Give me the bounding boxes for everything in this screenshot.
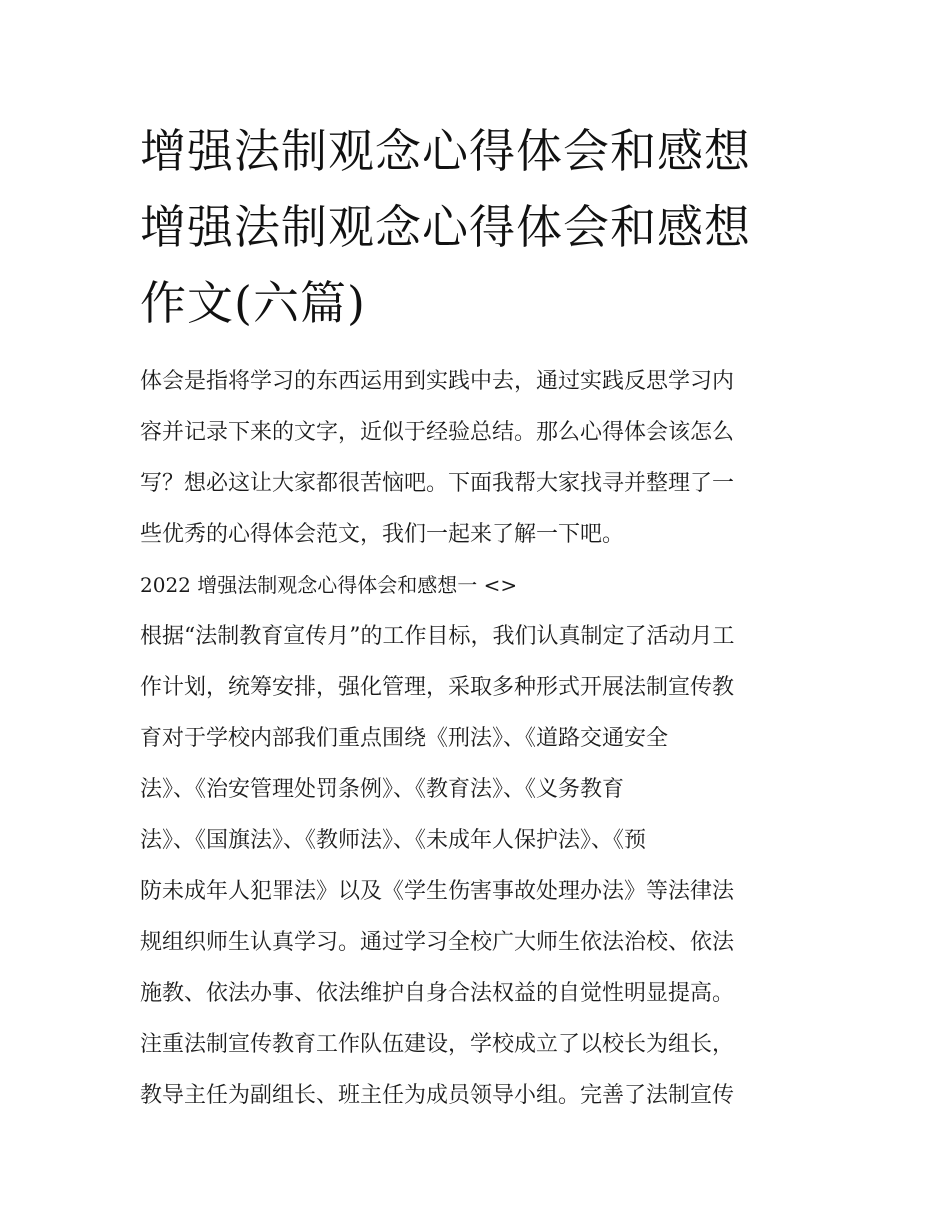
text-line: 育对于学校内部我们重点围绕《刑法》、《道路交通安全 <box>140 726 669 751</box>
intro-paragraph <box>140 356 820 560</box>
text-line: 作计划，统筹安排，强化管理，采取多种形式开展法制宣传教 <box>140 675 735 700</box>
text-line: 体会是指将学习的东西运用到实践中去，通过实践反思学习内 <box>140 369 735 394</box>
text-line: 容并记录下来的文字，近似于经验总结。那么心得体会该怎么 <box>140 420 735 445</box>
text-line: 法》、《国旗法》、《教师法》、《未成年人保护法》、《预 <box>140 828 647 853</box>
text-line: 写？想必这让大家都很苦恼吧。下面我帮大家找寻并整理了一 <box>140 471 735 496</box>
text-line: 防未成年人犯罪法》以及《学生伤害事故处理办法》等法律法 <box>140 879 735 904</box>
text-line: 规组织师生认真学习。通过学习全校广大师生依法治校、依法 <box>140 930 735 955</box>
text-line: 施教、依法办事、依法维护自身合法权益的自觉性明显提高。 <box>140 981 735 1006</box>
document-body <box>140 356 820 1121</box>
text-line: 法》、《治安管理处罚条例》、《教育法》、《义务教育 <box>140 777 625 802</box>
title-line: 增强法制观念心得体会和感想 <box>140 124 751 178</box>
title-line: 作文(六篇) <box>140 276 366 330</box>
section-heading: 2022 增强法制观念心得体会和感想一 <> <box>140 573 518 597</box>
document-title <box>140 113 820 341</box>
title-line: 增强法制观念心得体会和感想 <box>140 200 751 254</box>
section-paragraph <box>140 611 820 1121</box>
text-line: 根据“法制教育宣传月”的工作目标，我们认真制定了活动月工 <box>140 624 735 649</box>
text-line: 教导主任为副组长、班主任为成员领导小组。完善了法制宣传 <box>140 1083 735 1108</box>
text-line: 注重法制宣传教育工作队伍建设，学校成立了以校长为组长， <box>140 1032 735 1057</box>
text-line: 些优秀的心得体会范文，我们一起来了解一下吧。 <box>140 522 625 547</box>
